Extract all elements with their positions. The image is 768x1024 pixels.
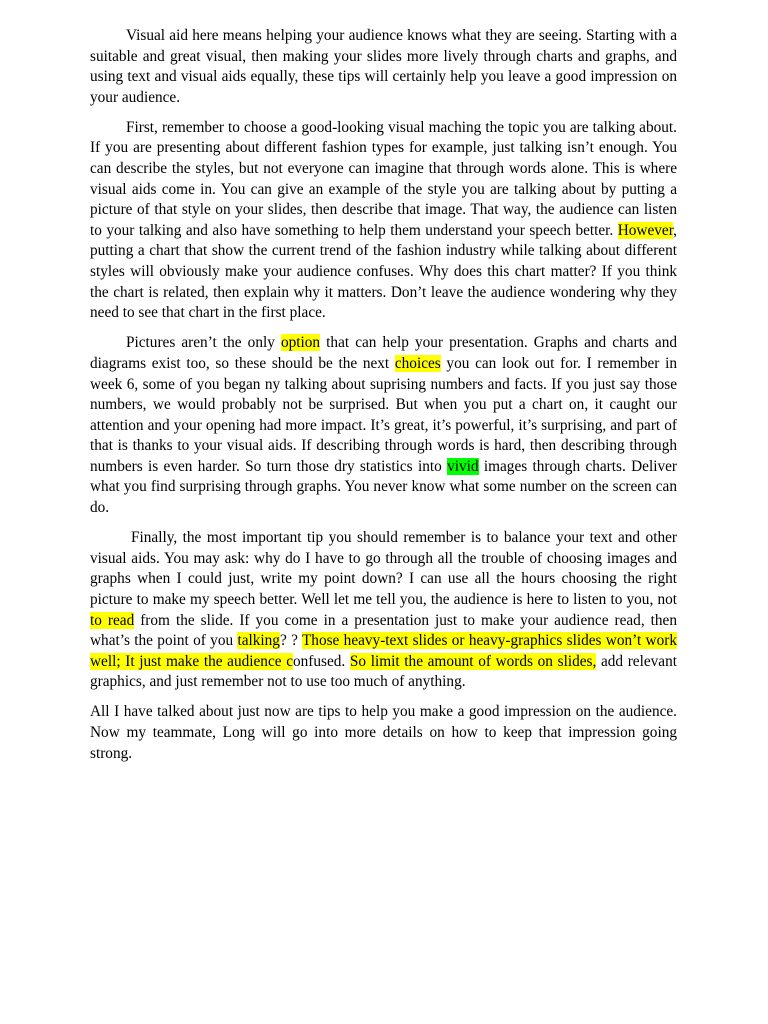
- paragraph-charts-tip: [90, 333, 677, 518]
- paragraph-text: All I have talked about just now are tips to help you make a good impression on the audience. Now my teammate, Long will go into more details on how to keep that impression going strong.: [90, 703, 677, 762]
- highlighted-sentence: So limit the amount of words on slides,: [349, 652, 597, 670]
- paragraph-text: ? ?: [279, 632, 302, 650]
- paragraph-intro: [90, 26, 677, 108]
- paragraph-conclusion: [90, 702, 677, 764]
- paragraph-text: , putting a chart that show the current trend of the fashion industry while talking about different styles will obviously make your audience confuses. Why does this chart matter? If you think the chart is related, then explain why it matters. Don’t leave the audience wondering why they need to see that chart in the first place.: [90, 221, 677, 322]
- paragraph-text: that can help your presentation. Graphs and charts and diagrams exist too, so these should be the next: [90, 334, 677, 372]
- highlighted-sentence: Those heavy-text slides or heavy-graphics slides won’t work well; It just make the audience c: [90, 632, 677, 670]
- highlighted-word: choices: [394, 354, 441, 372]
- paragraph-text: Pictures aren’t the only: [126, 334, 281, 352]
- paragraph-text: Finally, the most important tip you should remember is to balance your text and other visual aids. You may ask: why do I have to go through all the trouble of choosing images and graphs when I could just, write my point down? I can use all the hours choosing the right picture to make my speech better. Well let me tell you, the audience is here to listen to you, not: [90, 529, 677, 608]
- paragraph-text: First, remember to choose a good-looking visual maching the topic you are talking about. If you are presenting about different fashion types for example, just talking isn’t enough. You can describe the styles, but not everyone can imagine that through words alone. This is where visual aids come in. You can give an example of the style you are talking about by putting a picture of that style on your slides, then describe that image. That way, the audience can listen to your talking and also have something to help them understand your speech better.: [90, 118, 677, 239]
- paragraph-first-tip: [90, 118, 677, 324]
- paragraph-text: onfused.: [292, 652, 350, 670]
- highlighted-word: talking: [237, 632, 280, 650]
- paragraph-text: you can look out for. I remember in week 6, some of you began ny talking about suprising numbers and facts. If you just say those numbers, we would probably not be surprised. But when you put a chart on, it caught our attention and your opening had more impact. It’s great, it’s powerful, it’s surprising, and part of that is thanks to your visual aids. If describing through words is hard, then describing through numbers is even harder. So turn those dry statistics into: [90, 354, 677, 475]
- paragraph-text: images through charts. Deliver what you find surprising through graphs. You never know what some number on the screen can do.: [90, 457, 677, 517]
- paragraph-text: from the slide. If you come in a presentation just to make your audience read, then what’s the point of you: [90, 611, 677, 650]
- highlighted-word-green: vivid: [447, 457, 479, 475]
- highlighted-word: However: [617, 221, 674, 239]
- paragraph-text: add relevant graphics, and just remember not to use too much of anything.: [90, 652, 677, 691]
- highlighted-word: option: [280, 334, 321, 352]
- highlighted-word: to read: [90, 611, 135, 629]
- paragraph-balance-tip: [90, 528, 677, 693]
- document-page: [90, 26, 677, 774]
- paragraph-text: Visual aid here means helping your audience knows what they are seeing. Starting with a suitable and great visual, then making your slides more lively through charts and graphs, and using text and visual aids equally, these tips will certainly help you leave a good impression on your audience.: [90, 27, 677, 106]
